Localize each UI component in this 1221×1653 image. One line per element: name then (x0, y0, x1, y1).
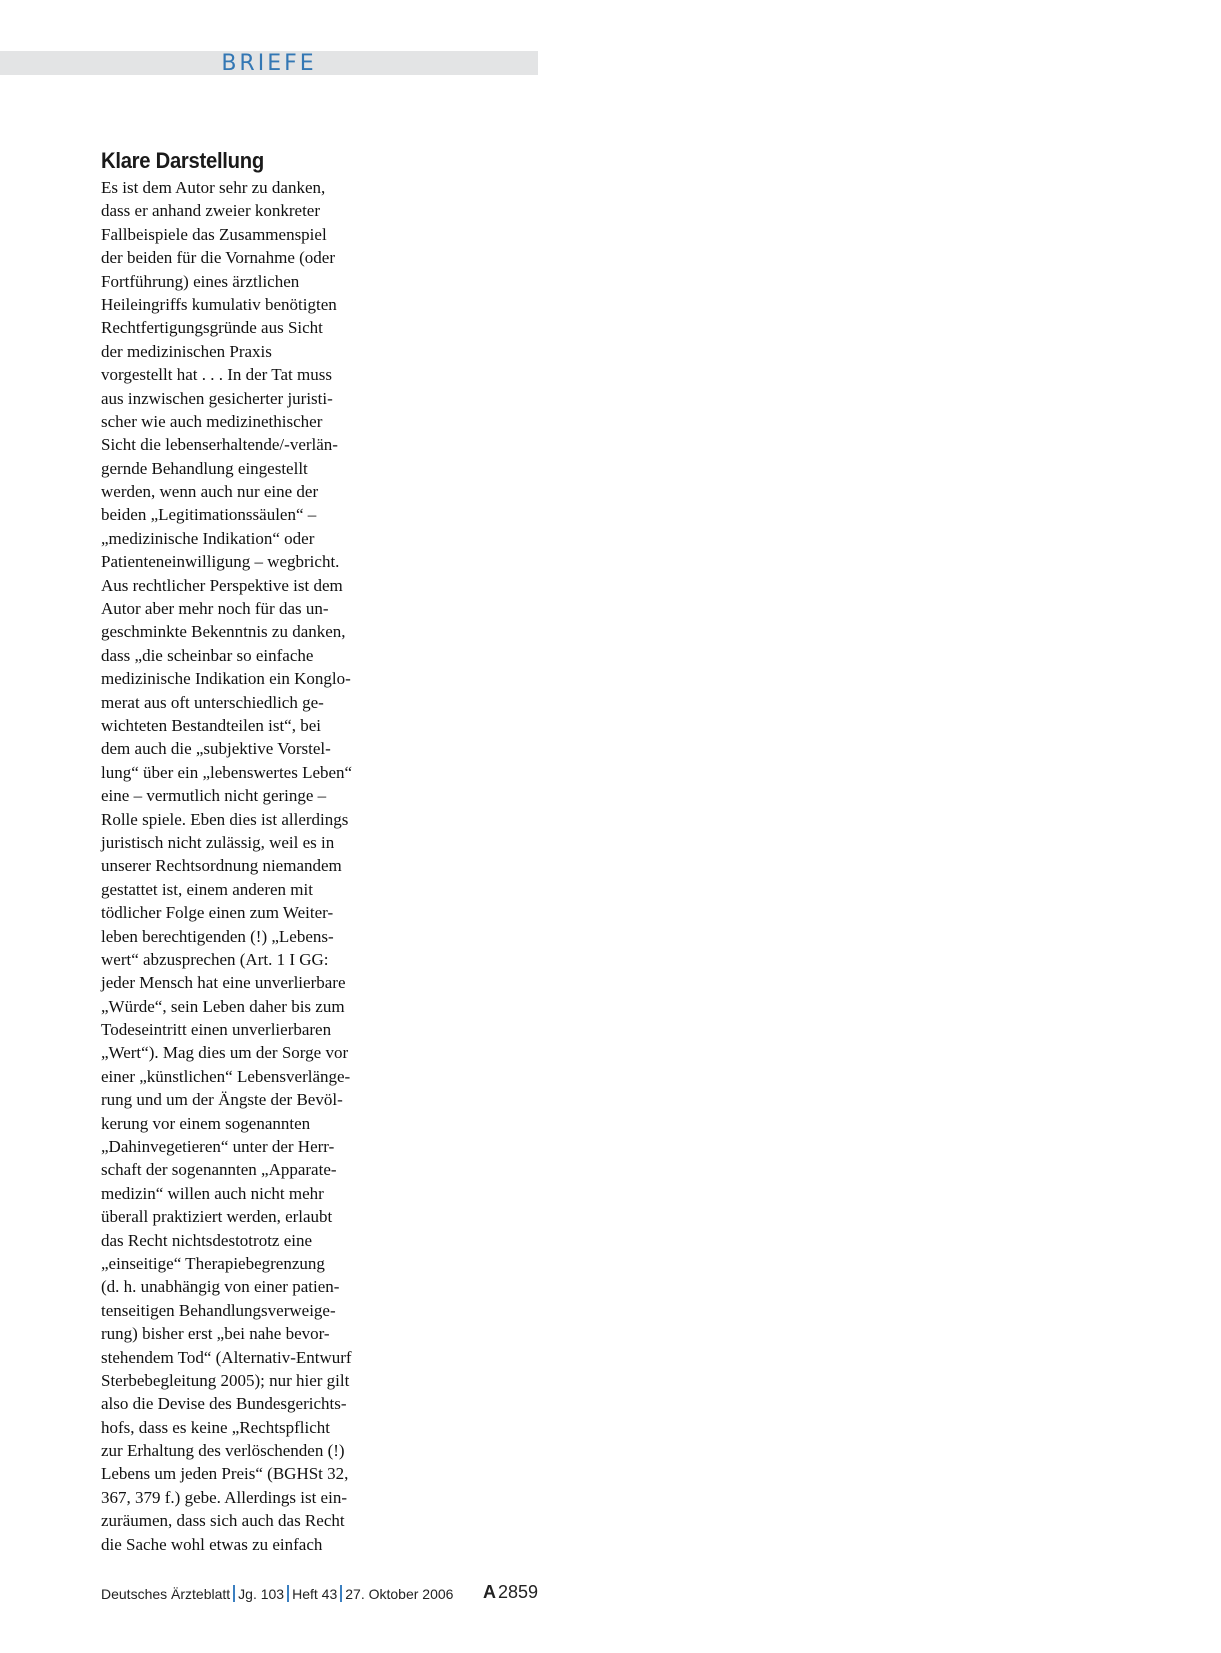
body-line: die Sache wohl etwas zu einfach (101, 1534, 323, 1554)
body-line: „medizinische Indikation“ oder (101, 528, 315, 548)
body-line: Patienteneinwilligung – wegbricht. (101, 552, 340, 572)
body-line: Todeseintritt einen unverlierbaren (101, 1020, 332, 1040)
footer-volume: Jg. 103 (238, 1586, 285, 1602)
body-line: dass „die scheinbar so einfache (101, 645, 314, 665)
body-line: wichteten Bestandteilen ist“, bei (101, 715, 321, 735)
body-line: leben berechtigenden (!) „Lebens- (101, 926, 334, 946)
footer-separator (287, 1585, 289, 1602)
page-number-value: 2859 (497, 1582, 538, 1602)
body-line: vorgestellt hat . . . In der Tat muss (101, 365, 332, 385)
body-line: Heileingriffs kumulativ benötigten (101, 294, 337, 314)
body-line: der beiden für die Vornahme (oder (101, 248, 335, 268)
body-line: scher wie auch medizinethischer (101, 411, 323, 431)
body-line: tenseitigen Behandlungsverweige- (101, 1300, 336, 1320)
body-line: werden, wenn auch nur eine der (101, 482, 319, 502)
body-line: „Dahinvegetieren“ unter der Herr- (101, 1137, 335, 1157)
body-line: hofs, dass es keine „Rechtspflicht (101, 1417, 330, 1437)
body-line: Sterbebegleitung 2005); nur hier gilt (101, 1370, 350, 1390)
body-line: medizinische Indikation ein Konglo- (101, 669, 351, 689)
body-line: Rolle spiele. Eben dies ist allerdings (101, 809, 349, 829)
body-line: merat aus oft unterschiedlich ge- (101, 692, 324, 712)
body-line: der medizinischen Praxis (101, 341, 272, 361)
body-line: Aus rechtlicher Perspektive ist dem (101, 575, 343, 595)
body-line: gernde Behandlung eingestellt (101, 458, 308, 478)
body-line: dem auch die „subjektive Vorstel- (101, 739, 331, 759)
body-line: stehendem Tod“ (Alternativ-Entwurf (101, 1347, 352, 1367)
body-line: zuräumen, dass sich auch das Recht (101, 1511, 345, 1531)
body-line: überall praktiziert werden, erlaubt (101, 1207, 333, 1227)
section-label: BRIEFE (221, 51, 317, 76)
body-line: schaft der sogenannten „Apparate- (101, 1160, 337, 1180)
body-line: Autor aber mehr noch für das un- (101, 599, 329, 619)
page-footer (101, 1583, 538, 1605)
body-line: das Recht nichtsdestotrotz eine (101, 1230, 313, 1250)
body-line: Rechtfertigungsgründe aus Sicht (101, 318, 323, 338)
page-prefix: A (482, 1582, 496, 1602)
body-line: juristisch nicht zulässig, weil es in (101, 832, 335, 852)
footer-date: 27. Oktober 2006 (345, 1586, 454, 1602)
body-line: (d. h. unabhängig von einer patien- (101, 1277, 340, 1297)
body-line: „Wert“). Mag dies um der Sorge vor (101, 1043, 349, 1063)
article-body (101, 176, 352, 1556)
body-line: gestattet ist, einem anderen mit (101, 879, 313, 899)
body-line: rung und um der Ängste der Bevöl- (101, 1090, 343, 1110)
body-line: aus inzwischen gesicherter juristi- (101, 388, 333, 408)
footer-separator (340, 1585, 342, 1602)
page-number (483, 1581, 538, 1603)
body-line: also die Devise des Bundesgerichts- (101, 1394, 347, 1414)
body-line: 367, 379 f.) gebe. Allerdings ist ein- (101, 1487, 347, 1507)
body-line: wert“ abzusprechen (Art. 1 I GG: (101, 949, 329, 969)
body-line: einer „künstlichen“ Lebensverlänge- (101, 1066, 351, 1086)
section-header-bar (0, 51, 538, 75)
body-line: beiden „Legitimationssäulen“ – (101, 505, 317, 525)
body-line: kerung vor einem sogenannten (101, 1113, 311, 1133)
article-title: Klare Darstellung (101, 148, 264, 173)
footer-issue: Heft 43 (292, 1586, 338, 1602)
body-line: Sicht die lebenserhaltende/-verlän- (101, 435, 338, 455)
body-line: lung“ über ein „lebenswertes Leben“ (101, 762, 353, 782)
body-line: geschminkte Bekenntnis zu danken, (101, 622, 346, 642)
body-line: unserer Rechtsordnung niemandem (101, 856, 342, 876)
body-line: zur Erhaltung des verlöschenden (!) (101, 1441, 345, 1461)
body-line: Fortführung) eines ärztlichen (101, 271, 300, 291)
body-line: eine – vermutlich nicht geringe – (101, 786, 327, 806)
body-line: tödlicher Folge einen zum Weiter- (101, 903, 334, 923)
body-line: dass er anhand zweier konkreter (101, 201, 321, 221)
body-line: Fallbeispiele das Zusammenspiel (101, 224, 327, 244)
body-line: „einseitige“ Therapiebegrenzung (101, 1253, 325, 1273)
body-line: medizin“ willen auch nicht mehr (101, 1183, 324, 1203)
footer-journal: Deutsches Ärzteblatt (101, 1586, 231, 1602)
footer-citation (101, 1583, 453, 1605)
body-line: „Würde“, sein Leben daher bis zum (101, 996, 345, 1016)
footer-separator (233, 1585, 235, 1602)
body-line: Es ist dem Autor sehr zu danken, (101, 178, 326, 197)
body-line: jeder Mensch hat eine unverlierbare (101, 973, 346, 993)
body-line: rung) bisher erst „bei nahe bevor- (101, 1324, 330, 1344)
body-line: Lebens um jeden Preis“ (BGHSt 32, (101, 1464, 349, 1484)
